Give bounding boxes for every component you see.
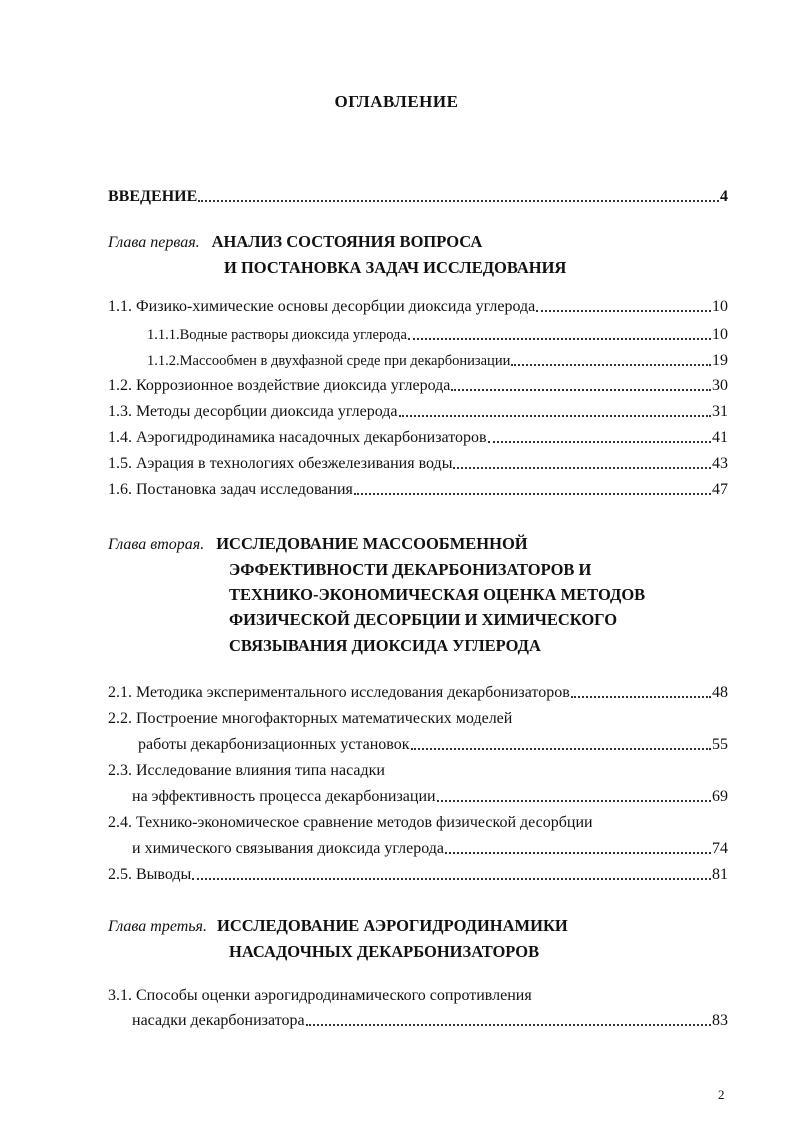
toc-entry-label: работы декарбонизационных установок xyxy=(138,736,410,753)
toc-entry[interactable] xyxy=(108,298,728,316)
toc-page-number: 48 xyxy=(712,684,728,701)
dot-leader xyxy=(571,696,711,698)
dot-leader xyxy=(411,748,711,750)
toc-entry-label: 1.2. Коррозионное воздействие диоксида углерода xyxy=(108,377,451,394)
toc-page-number: 43 xyxy=(712,455,728,472)
toc-entry-label: ВВЕДЕНИЕ xyxy=(108,188,198,205)
chapter-title-line: ТЕХНИКО-ЭКОНОМИЧЕСКАЯ ОЦЕНКА МЕТОДОВ xyxy=(229,585,646,604)
toc-entry[interactable] xyxy=(132,840,728,858)
chapter-label: Глава вторая. xyxy=(108,536,205,553)
dot-leader xyxy=(408,338,711,340)
toc-entry-first-line: 3.1. Способы оценки аэрогидродинамического сопротивления xyxy=(108,987,532,1004)
dot-leader xyxy=(399,415,712,417)
chapter-title-line: АНАЛИЗ СОСТОЯНИЯ ВОПРОСА xyxy=(211,232,483,251)
toc-entry[interactable] xyxy=(108,481,728,499)
toc-entry-intro[interactable] xyxy=(108,188,728,206)
dot-leader xyxy=(511,364,711,366)
toc-entry-label: и химического связывания диоксида углерода xyxy=(132,840,444,857)
toc-entry-label: 1.1.2.Массообмен в двухфазной среде при декарбонизации xyxy=(147,353,511,369)
chapter-label: Глава третья. xyxy=(108,918,207,935)
chapter-3-heading xyxy=(108,916,568,936)
toc-entry[interactable] xyxy=(138,736,728,754)
toc-entry-label: 2.5. Выводы xyxy=(108,866,192,883)
chapter-1-heading xyxy=(108,232,482,252)
dot-leader xyxy=(437,800,711,802)
chapter-title-line: СВЯЗЫВАНИЯ ДИОКСИДА УГЛЕРОДА xyxy=(229,636,541,655)
toc-entry[interactable] xyxy=(108,429,728,447)
toc-entry[interactable] xyxy=(132,788,728,806)
toc-entry-label: 1.5. Аэрация в технологиях обезжелезивания воды xyxy=(108,455,453,472)
page-title: ОГЛАВЛЕНИЕ xyxy=(334,92,459,111)
dot-leader xyxy=(198,200,719,202)
toc-page-number: 10 xyxy=(712,326,728,343)
chapter-label: Глава первая. xyxy=(108,234,200,251)
dot-leader xyxy=(453,467,711,469)
dot-leader xyxy=(445,852,711,854)
chapter-title-line: ФИЗИЧЕСКОЙ ДЕСОРБЦИИ И ХИМИЧЕСКОГО xyxy=(229,610,618,629)
toc-page-number: 19 xyxy=(712,352,728,369)
dot-leader xyxy=(354,493,711,495)
dot-leader xyxy=(536,310,711,312)
toc-entry[interactable] xyxy=(108,866,728,884)
toc-page-number: 30 xyxy=(712,377,728,394)
toc-page-number: 4 xyxy=(720,188,728,205)
toc-page-number: 69 xyxy=(712,788,728,805)
chapter-title-line: ИССЛЕДОВАНИЕ МАССООБМЕННОЙ xyxy=(216,534,528,553)
toc-entry-label: 1.3. Методы десорбции диоксида углерода xyxy=(108,403,398,420)
toc-page-number: 83 xyxy=(712,1012,728,1029)
toc-page-number: 55 xyxy=(712,736,728,753)
toc-entry-label: насадки декарбонизатора xyxy=(132,1012,305,1029)
toc-entry-label: 1.4. Аэрогидродинамика насадочных декарбонизаторов xyxy=(108,429,487,446)
toc-entry-label: на эффективность процесса декарбонизации xyxy=(132,788,436,805)
dot-leader xyxy=(192,878,711,880)
toc-entry-first-line: 2.2. Построение многофакторных математических моделей xyxy=(108,710,513,727)
toc-entry-label: 1.6. Постановка задач исследования xyxy=(108,481,353,498)
toc-page-number: 81 xyxy=(712,866,728,883)
toc-page-number: 31 xyxy=(712,403,728,420)
toc-entry[interactable] xyxy=(108,684,728,702)
toc-page-number: 41 xyxy=(712,429,728,446)
chapter-title-line: И ПОСТАНОВКА ЗАДАЧ ИССЛЕДОВАНИЯ xyxy=(224,258,567,277)
toc-page-number: 74 xyxy=(712,840,728,857)
toc-entry[interactable] xyxy=(147,326,728,344)
toc-entry-first-line: 2.4. Технико-экономическое сравнение методов физической десорбции xyxy=(108,814,593,831)
toc-entry-label: 2.1. Методика экспериментального исследования декарбонизаторов xyxy=(108,684,570,701)
toc-entry[interactable] xyxy=(108,455,728,473)
toc-entry[interactable] xyxy=(108,403,728,421)
dot-leader xyxy=(488,441,711,443)
toc-entry-label: 1.1.1.Водные растворы диоксида углерода xyxy=(147,327,407,343)
chapter-2-heading xyxy=(108,534,528,554)
page-number: 2 xyxy=(718,1087,725,1102)
chapter-title-line: ЭФФЕКТИВНОСТИ ДЕКАРБОНИЗАТОРОВ И xyxy=(229,560,592,579)
chapter-title-line: ИССЛЕДОВАНИЕ АЭРОГИДРОДИНАМИКИ xyxy=(216,916,568,935)
toc-entry-label: 1.1. Физико-химические основы десорбции диоксида углерода xyxy=(108,298,536,315)
chapter-title-line: НАСАДОЧНЫХ ДЕКАРБОНИЗАТОРОВ xyxy=(229,942,540,961)
toc-entry[interactable] xyxy=(132,1012,728,1030)
toc-page-number: 47 xyxy=(712,481,728,498)
dot-leader xyxy=(306,1024,711,1026)
dot-leader xyxy=(451,389,711,391)
toc-page-number: 10 xyxy=(712,298,728,315)
toc-entry[interactable] xyxy=(147,352,728,370)
toc-entry[interactable] xyxy=(108,377,728,395)
toc-entry-first-line: 2.3. Исследование влияния типа насадки xyxy=(108,762,385,779)
